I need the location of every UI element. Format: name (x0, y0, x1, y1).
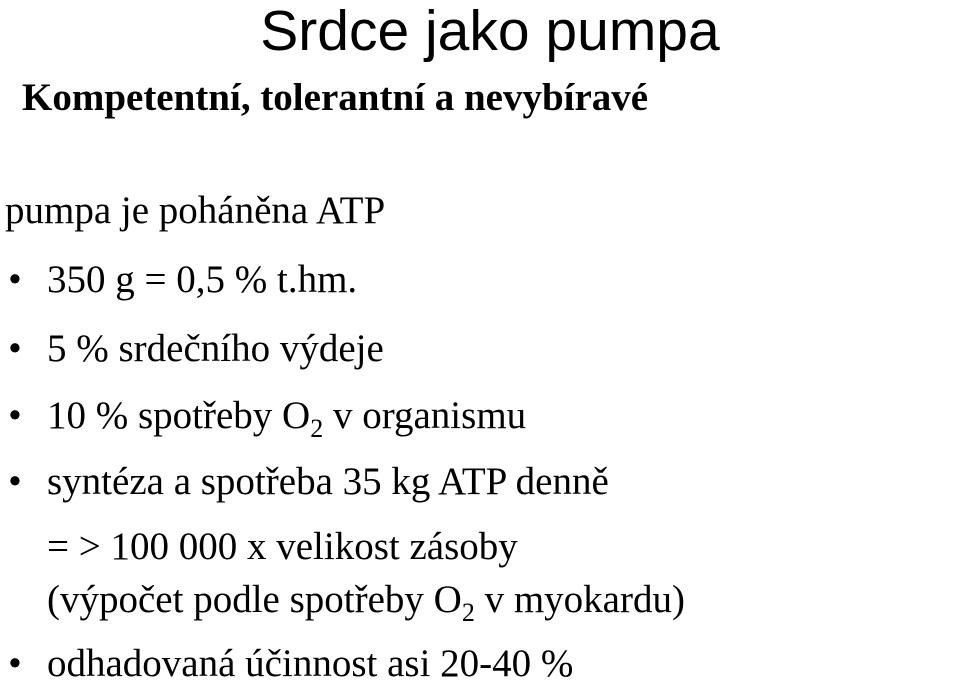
bullet-text-rest: v organismu (323, 394, 527, 437)
continuation-text (47, 576, 685, 627)
bullet-icon: • (8, 460, 22, 503)
bullet-text (47, 392, 527, 443)
bullet-icon: • (8, 642, 22, 685)
bullet-text: 350 g = 0,5 % t.hm. (47, 258, 358, 301)
bullet-text: syntéza a spotřeba 35 kg ATP denně (47, 460, 609, 503)
continuation-text: = > 100 000 x velikost zásoby (47, 525, 518, 568)
continuation-text-rest: v myokardu) (474, 578, 685, 621)
lead-text: pumpa je poháněna ATP (5, 189, 386, 232)
bullet-icon: • (8, 394, 22, 437)
bullet-icon: • (8, 327, 22, 370)
slide-title: Srdce jako pumpa (260, 0, 720, 63)
subscript: 2 (310, 414, 324, 443)
bullet-text-main: 10 % spotřeby O (47, 394, 311, 437)
subscript: 2 (461, 598, 475, 627)
bullet-text: odhadovaná účinnost asi 20-40 % (47, 642, 574, 685)
continuation-text-main: (výpočet podle spotřeby O (47, 578, 462, 621)
slide-subtitle: Kompetentní, tolerantní a nevybíravé (22, 76, 649, 119)
bullet-text: 5 % srdečního výdeje (47, 327, 384, 370)
bullet-icon: • (8, 258, 22, 301)
